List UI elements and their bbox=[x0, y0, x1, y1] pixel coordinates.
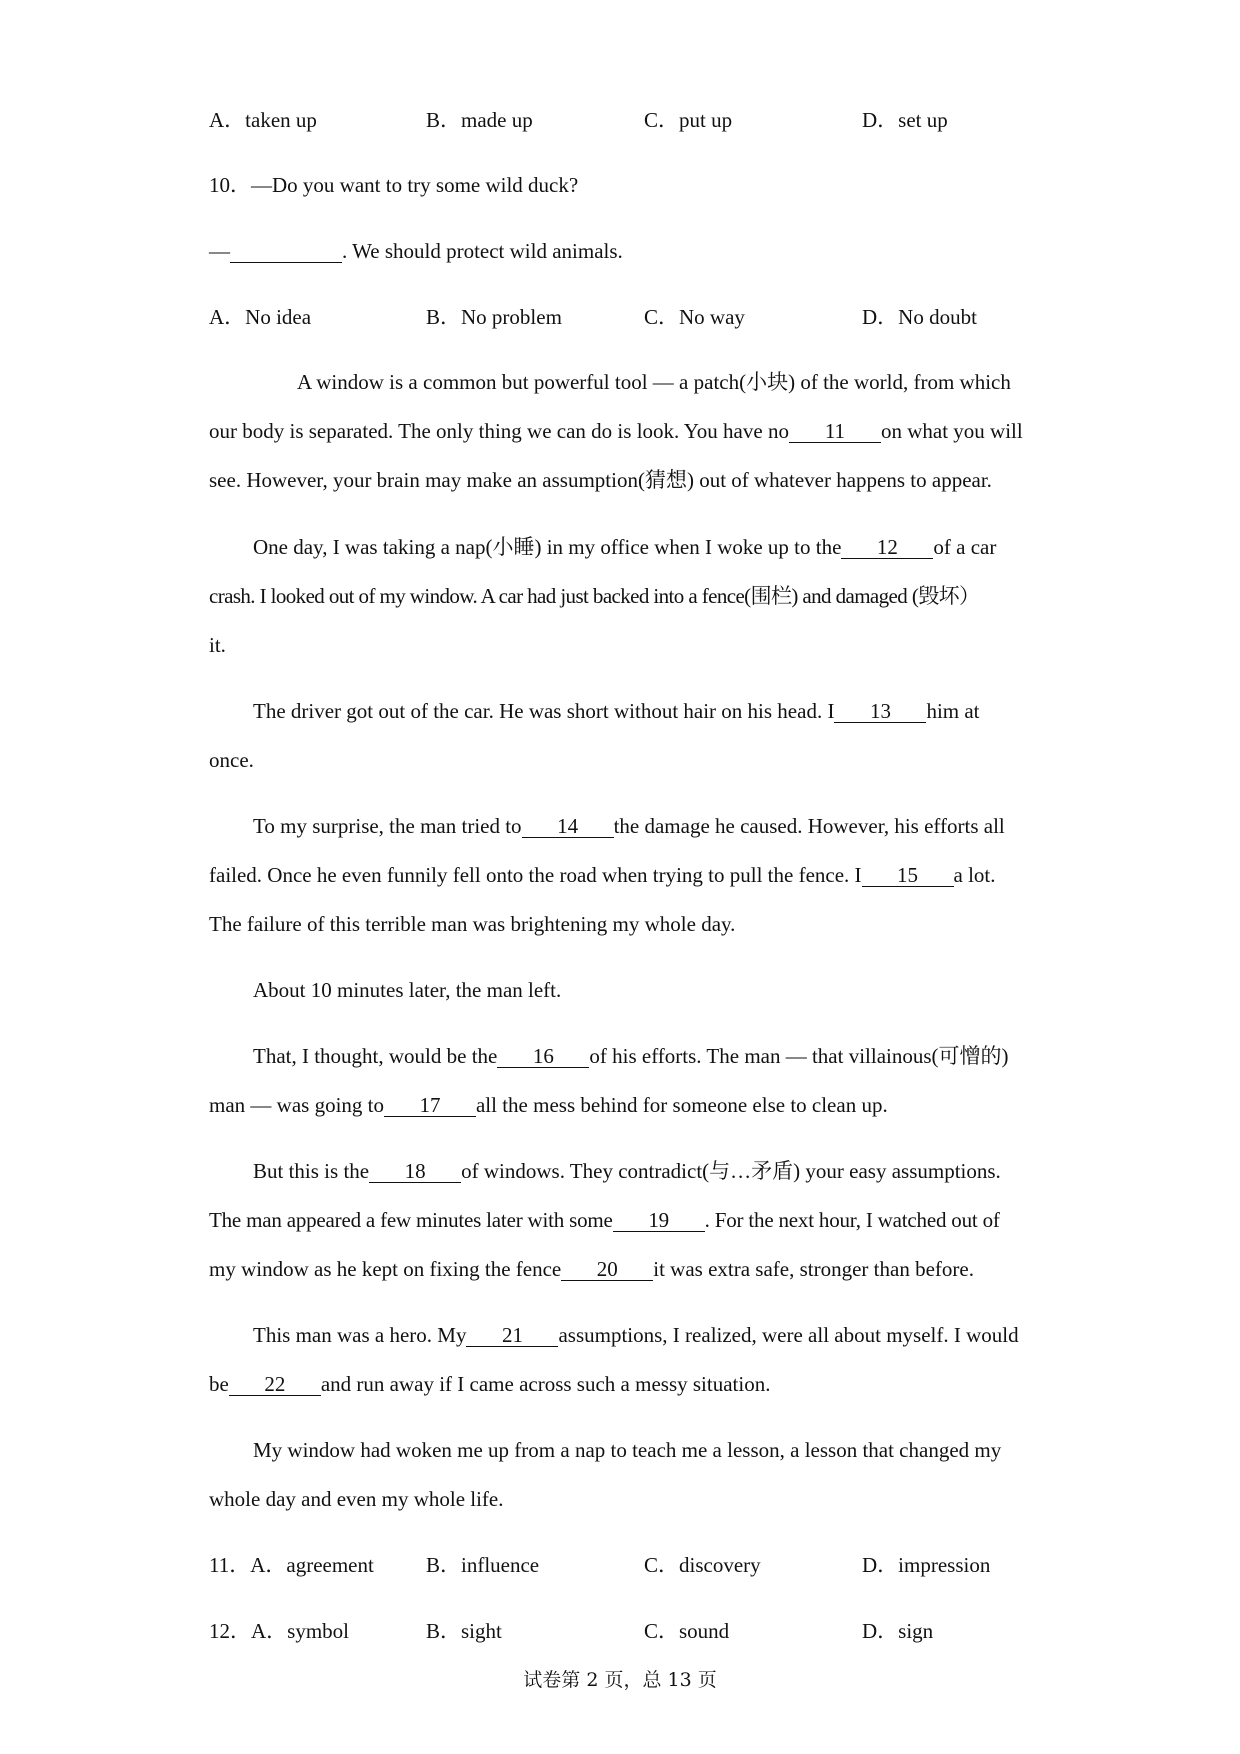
blank-19: 19 bbox=[613, 1209, 705, 1232]
passage-p6-line2: man — was going to 17 all the mess behind for someone else to clean up. bbox=[209, 1093, 888, 1117]
passage-p8-line1: This man was a hero. My 21 assumptions, I realized, were all about myself. I would bbox=[253, 1323, 1019, 1347]
passage-p5: About 10 minutes later, the man left. bbox=[253, 978, 562, 1002]
q9-option-c: C．put up bbox=[644, 108, 733, 132]
passage-p3-line1: The driver got out of the car. He was short without hair on his head. I 13 him at bbox=[253, 699, 980, 723]
passage-p9-line2: whole day and even my whole life. bbox=[209, 1487, 504, 1511]
passage-p8-line2: be 22 and run away if I came across such a messy situation. bbox=[209, 1372, 771, 1396]
q10-option-b: B．No problem bbox=[426, 305, 562, 329]
blank-22: 22 bbox=[229, 1373, 321, 1396]
q11-option-a: 11．A．agreement bbox=[209, 1553, 374, 1577]
q10-answer-line bbox=[209, 237, 623, 265]
passage-p6-line1: That, I thought, would be the 16 of his efforts. The man — that villainous(可憎的) bbox=[253, 1044, 1009, 1068]
blank-18: 18 bbox=[369, 1160, 461, 1183]
passage-p2-line3: it. bbox=[209, 633, 226, 657]
passage-p4-line3: The failure of this terrible man was brightening my whole day. bbox=[209, 912, 736, 936]
passage-p2-line1: One day, I was taking a nap(小睡) in my office when I woke up to the 12 of a car bbox=[253, 535, 997, 559]
blank-14: 14 bbox=[522, 815, 614, 838]
q10-blank bbox=[230, 240, 342, 263]
blank-17: 17 bbox=[384, 1094, 476, 1117]
blank-15: 15 bbox=[862, 864, 954, 887]
q10-option-d: D．No doubt bbox=[862, 305, 977, 329]
q11-option-b: B．influence bbox=[426, 1553, 540, 1577]
blank-21: 21 bbox=[466, 1324, 558, 1347]
passage-p1-line2: our body is separated. The only thing we can do is look. You have no 11 on what you will bbox=[209, 419, 1023, 443]
q12-option-c: C．sound bbox=[644, 1619, 730, 1643]
q9-option-d: D．set up bbox=[862, 108, 948, 132]
blank-13: 13 bbox=[834, 700, 926, 723]
q12-option-b: B．sight bbox=[426, 1619, 502, 1643]
q12-option-a: 12．A．symbol bbox=[209, 1619, 350, 1643]
q11-option-d: D．impression bbox=[862, 1553, 991, 1577]
passage-p1-line3: see. However, your brain may make an assumption(猜想) out of whatever happens to appear. bbox=[209, 468, 992, 492]
q10-option-c: C．No way bbox=[644, 305, 745, 329]
blank-16: 16 bbox=[497, 1045, 589, 1068]
q12-option-d: D．sign bbox=[862, 1619, 934, 1643]
passage-p7-line3: my window as he kept on fixing the fence 20 it was extra safe, stronger than before. bbox=[209, 1257, 974, 1281]
passage-p2-line2: crash. I looked out of my window. A car had just backed into a fence(围栏) and damaged (毁坏） bbox=[209, 584, 980, 608]
q10-answer-prefix: — bbox=[209, 239, 230, 263]
q9-option-b: B．made up bbox=[426, 108, 533, 132]
passage-p3-line2: once. bbox=[209, 748, 254, 772]
passage-p7-line1: But this is the 18 of windows. They contradict(与…矛盾) your easy assumptions. bbox=[253, 1159, 1001, 1183]
q9-option-a: A．taken up bbox=[209, 108, 317, 132]
blank-11: 11 bbox=[789, 420, 881, 443]
blank-12: 12 bbox=[841, 536, 933, 559]
q11-option-c: C．discovery bbox=[644, 1553, 761, 1577]
passage-p9-line1: My window had woken me up from a nap to teach me a lesson, a lesson that changed my bbox=[253, 1438, 1002, 1462]
passage-p4-line1: To my surprise, the man tried to 14 the damage he caused. However, his efforts all bbox=[253, 814, 1005, 838]
page-footer: 试卷第 2 页，总 13 页 bbox=[523, 1669, 717, 1691]
passage-p4-line2: failed. Once he even funnily fell onto the road when trying to pull the fence. I 15 a lot. bbox=[209, 863, 996, 887]
passage-p7-line2: The man appeared a few minutes later with some 19 . For the next hour, I watched out of bbox=[209, 1208, 1000, 1232]
blank-20: 20 bbox=[561, 1258, 653, 1281]
q10-option-a: A．No idea bbox=[209, 305, 312, 329]
q10-answer-suffix: . We should protect wild animals. bbox=[342, 239, 623, 263]
q10-question: 10．—Do you want to try some wild duck? bbox=[209, 173, 579, 197]
passage-p1-line1: A window is a common but powerful tool — a patch(小块) of the world, from which bbox=[297, 370, 1011, 394]
